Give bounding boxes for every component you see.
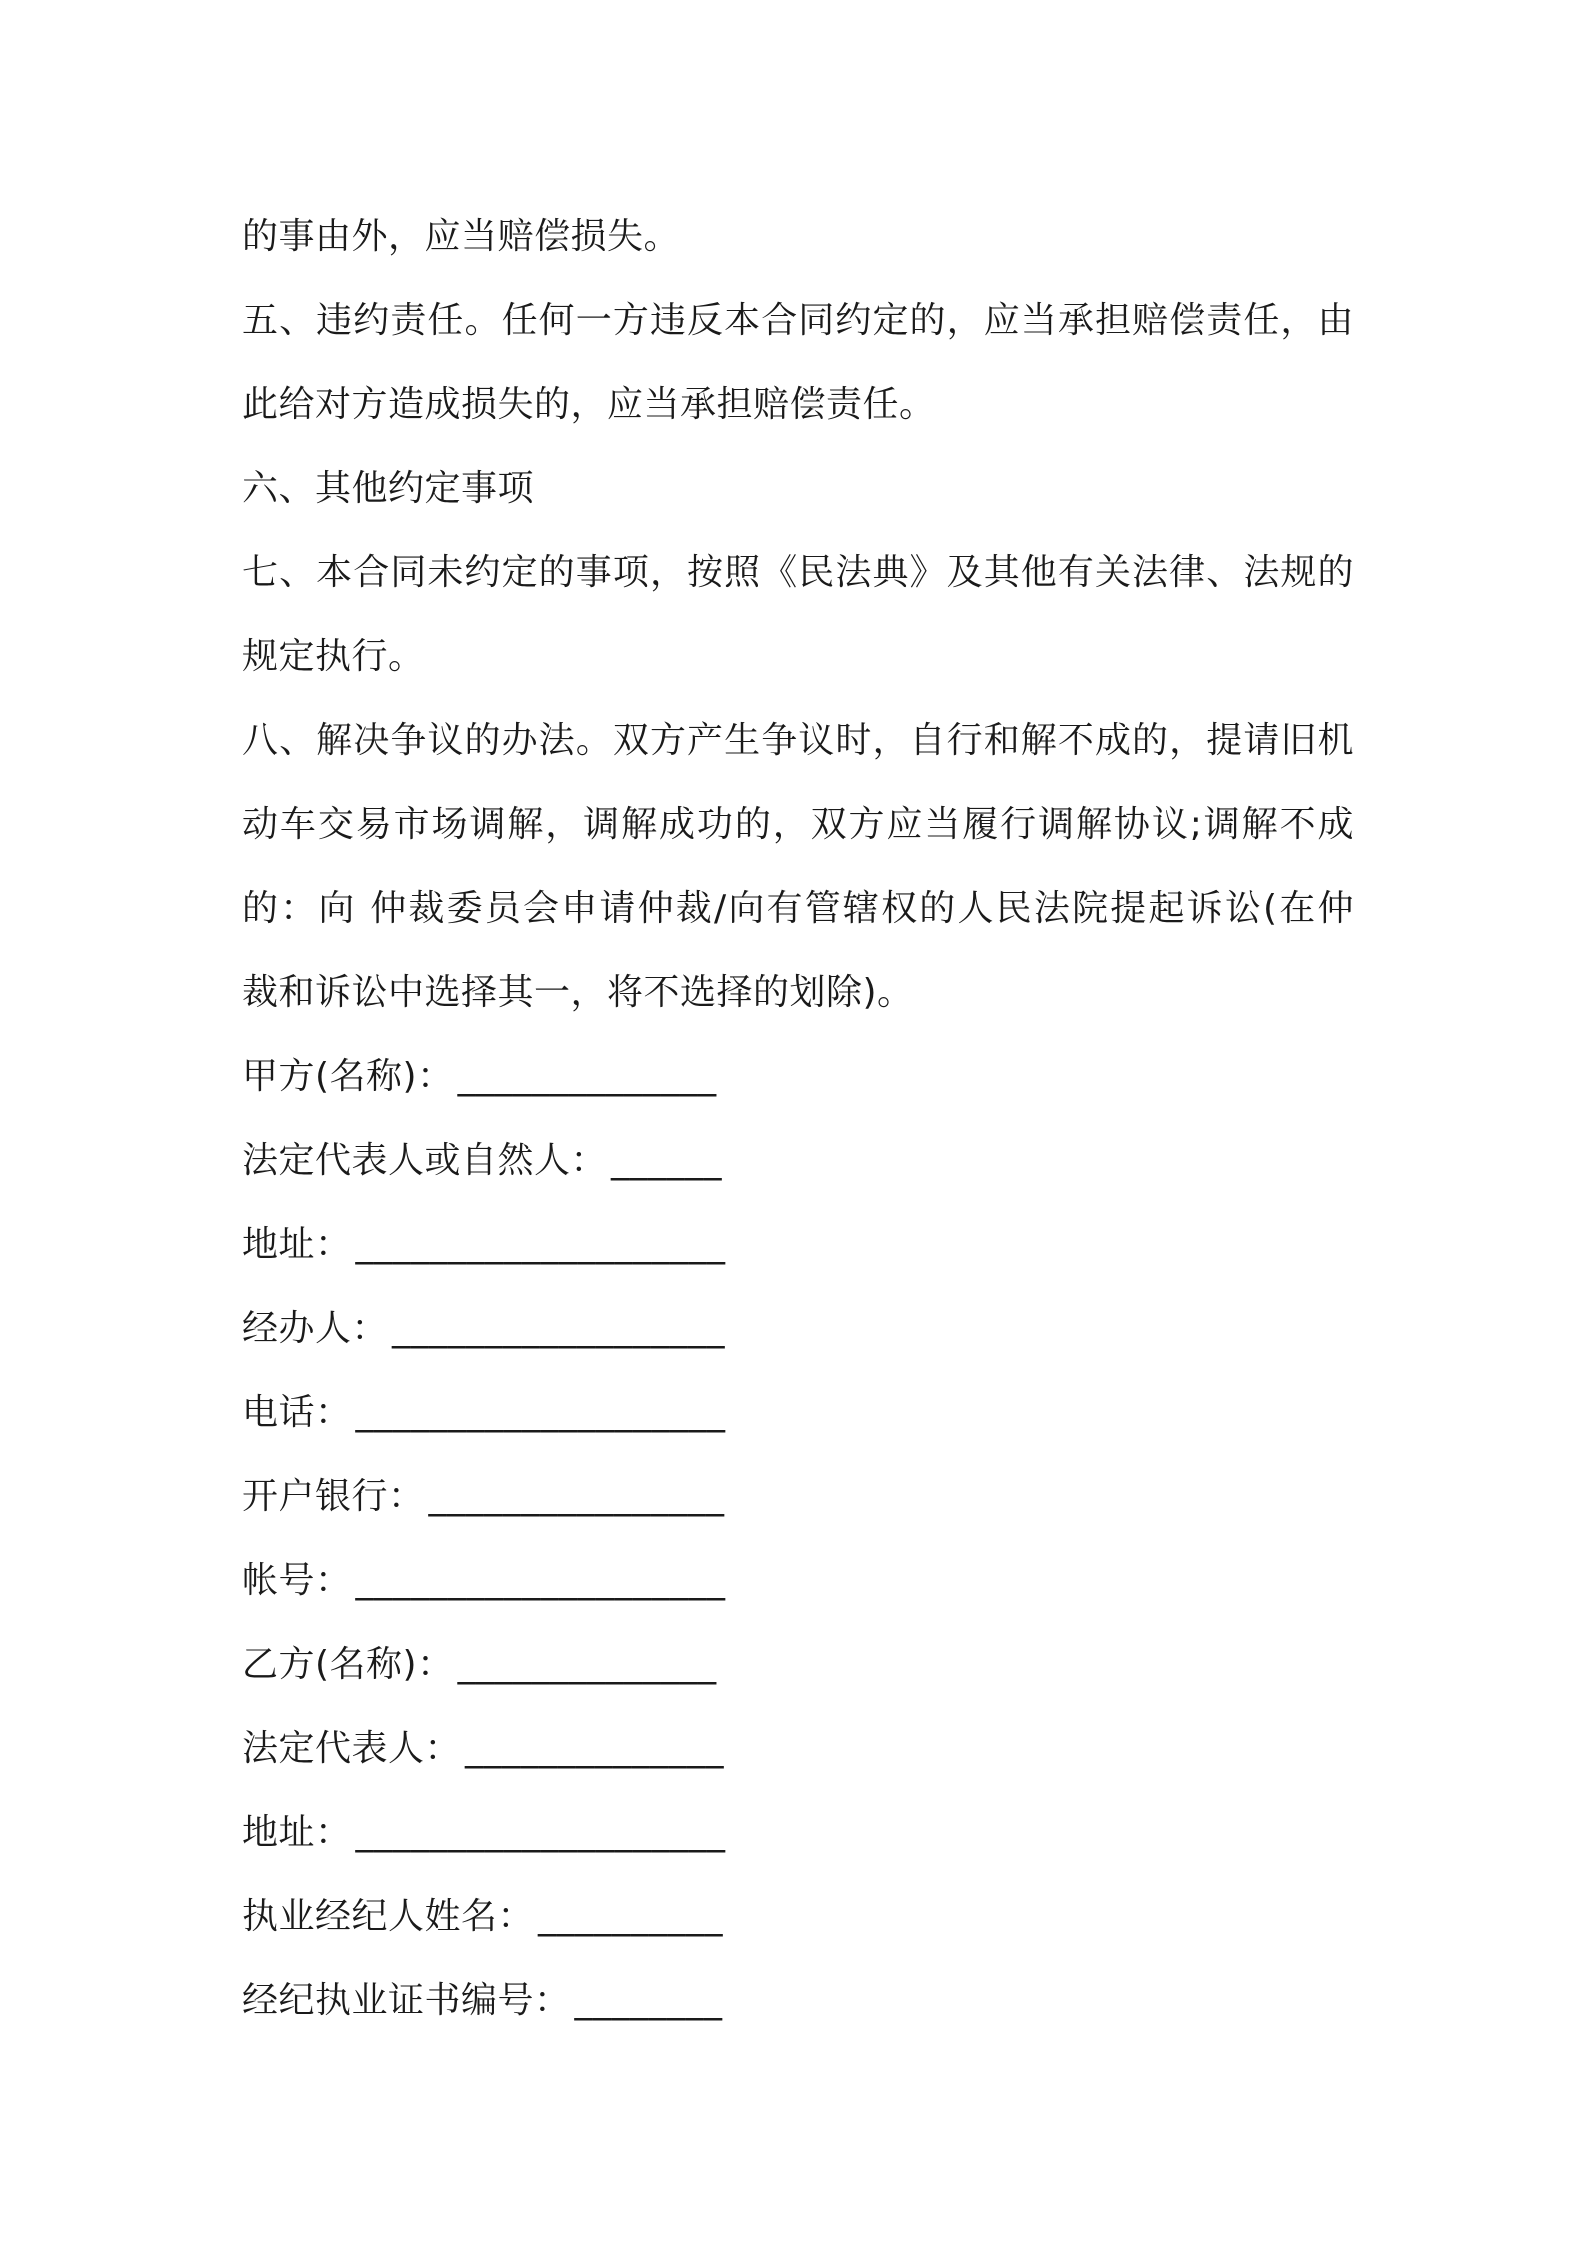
- field-label: 开户银行：: [242, 1476, 425, 1517]
- field-party-b-name: [242, 1623, 1354, 1707]
- field-account: [242, 1539, 1354, 1623]
- field-address-b: [242, 1791, 1354, 1875]
- field-broker-license: [242, 1959, 1354, 2043]
- field-blank: ______: [611, 1140, 723, 1181]
- field-legal-rep-or-person: [242, 1119, 1354, 1203]
- field-label: 电话：: [242, 1392, 352, 1433]
- field-legal-rep: [242, 1707, 1354, 1791]
- field-broker-name: [242, 1875, 1354, 1959]
- text-line: 的事由外，应当赔偿损失。: [242, 216, 681, 257]
- field-label: 乙方(名称)：: [242, 1644, 454, 1685]
- field-blank: ____________________: [355, 1812, 726, 1853]
- field-address-a: [242, 1203, 1354, 1287]
- field-label: 执业经纪人姓名：: [242, 1896, 535, 1937]
- text-line: 七、本合同未约定的事项，按照《民法典》及其他有关法律、法规的: [242, 552, 1354, 593]
- section-heading: 六、其他约定事项: [242, 468, 535, 509]
- field-label: 地址：: [242, 1224, 352, 1265]
- text-line: 规定执行。: [242, 636, 425, 677]
- field-blank: ______________: [465, 1728, 725, 1769]
- field-bank: [242, 1455, 1354, 1539]
- field-blank: ______________: [457, 1056, 717, 1097]
- field-blank: ________________: [428, 1476, 725, 1517]
- field-label: 帐号：: [242, 1560, 352, 1601]
- field-party-a-name: [242, 1035, 1354, 1119]
- field-blank: ____________________: [355, 1392, 726, 1433]
- field-blank: __________________: [392, 1308, 726, 1349]
- field-label: 法定代表人：: [242, 1728, 462, 1769]
- field-blank: __________: [538, 1896, 724, 1937]
- text-line: 的：向 仲裁委员会申请仲裁/向有管辖权的人民法院提起诉讼(在仲: [242, 888, 1354, 929]
- field-blank: ____________________: [355, 1224, 726, 1265]
- field-blank: ________: [574, 1980, 723, 2021]
- field-label: 经办人：: [242, 1308, 389, 1349]
- field-label: 甲方(名称)：: [242, 1056, 454, 1097]
- field-label: 地址：: [242, 1812, 352, 1853]
- field-blank: ______________: [457, 1644, 717, 1685]
- field-blank: ____________________: [355, 1560, 726, 1601]
- document-body: [242, 195, 1354, 2043]
- field-label: 法定代表人或自然人：: [242, 1140, 608, 1181]
- text-line: 八、解决争议的办法。双方产生争议时，自行和解不成的，提请旧机: [242, 720, 1354, 761]
- field-phone: [242, 1371, 1354, 1455]
- text-line: 动车交易市场调解，调解成功的，双方应当履行调解协议;调解不成: [242, 804, 1354, 845]
- text-line: 裁和诉讼中选择其一，将不选择的划除)。: [242, 972, 914, 1013]
- text-line: 此给对方造成损失的，应当承担赔偿责任。: [242, 384, 936, 425]
- field-label: 经纪执业证书编号：: [242, 1980, 571, 2021]
- field-handler: [242, 1287, 1354, 1371]
- text-line: 五、违约责任。任何一方违反本合同约定的，应当承担赔偿责任，由: [242, 300, 1354, 341]
